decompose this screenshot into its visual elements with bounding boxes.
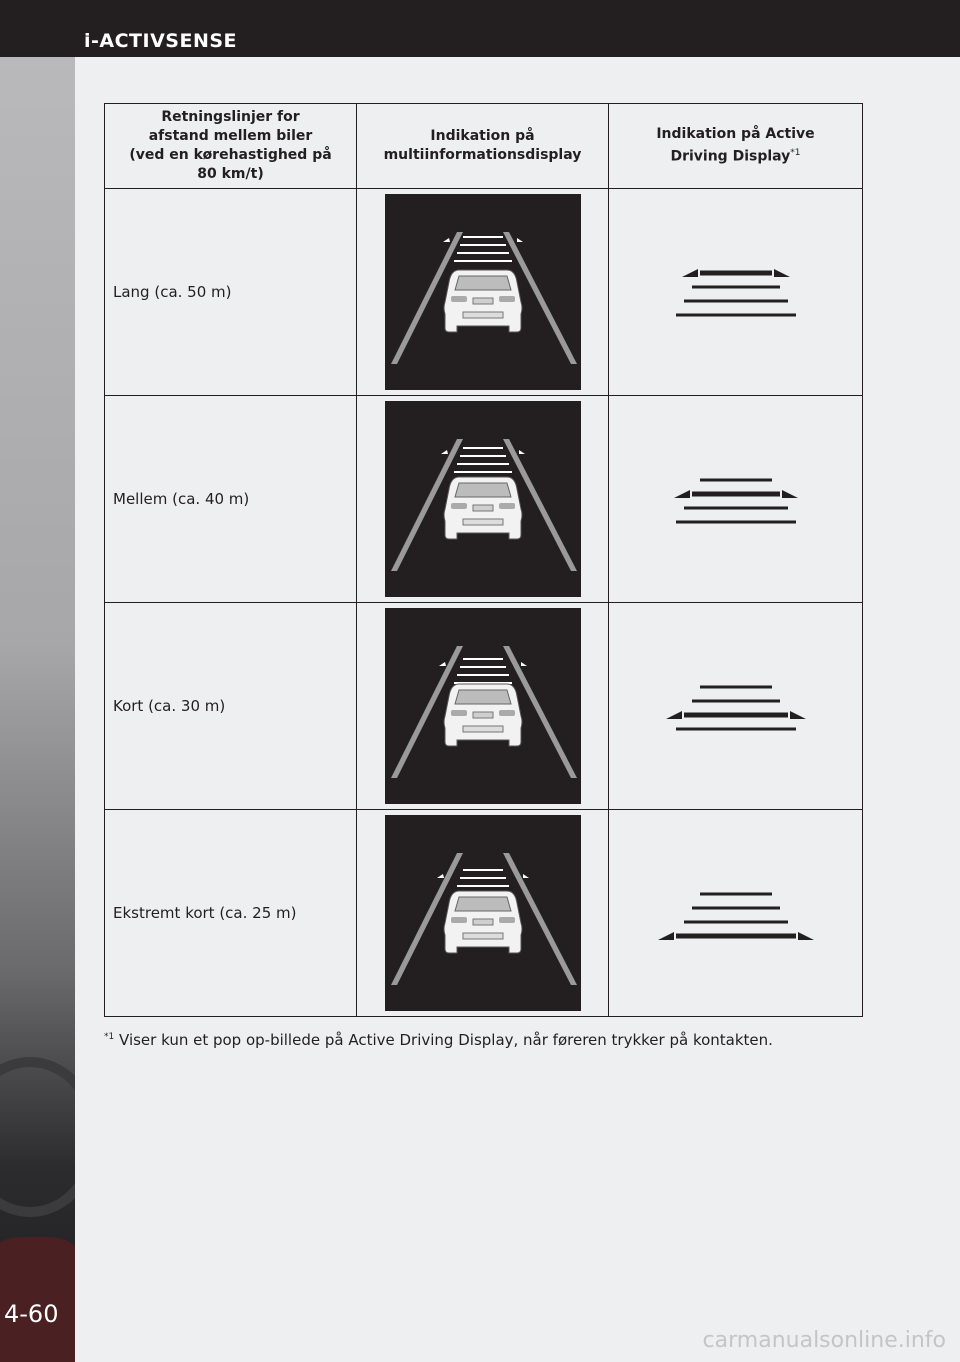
distance-bar [692, 700, 780, 703]
distance-bar [676, 314, 796, 317]
distance-label: Mellem (ca. 40 m) [105, 396, 357, 603]
distance-bar [460, 455, 506, 457]
distance-bar [457, 252, 509, 254]
active-driving-display-image [636, 240, 836, 340]
header-multi-info-display [357, 104, 609, 189]
header-col1-line1: Retningslinjer for [161, 109, 300, 125]
distance-bar [460, 666, 506, 668]
side-photo-strip [0, 57, 75, 1362]
distance-label: Lang (ca. 50 m) [105, 189, 357, 396]
arrow-marker-left [658, 932, 674, 940]
arrow-marker-right [790, 711, 806, 719]
active-driving-display-cell [609, 603, 863, 810]
multi-info-display-cell [357, 189, 609, 396]
active-driving-display-image [636, 654, 836, 754]
car-icon [444, 270, 522, 332]
table-header-row [105, 104, 863, 189]
distance-bar [684, 507, 788, 510]
arrow-marker-right [774, 269, 790, 277]
distance-bar [676, 521, 796, 524]
header-col3-line2-wrap [609, 144, 862, 167]
arrow-marker-left [674, 490, 690, 498]
table-row [105, 810, 863, 1017]
page-number: 4-60 [4, 1300, 59, 1328]
table-row [105, 396, 863, 603]
arrow-marker-left [666, 711, 682, 719]
distance-bar [463, 658, 503, 660]
header-col3-line1: Indikation på Active [656, 126, 815, 143]
footnote-text: Viser kun et pop op-billede på Active Driving Display, når føreren trykker på kontakten. [119, 1031, 773, 1049]
distance-bar [463, 869, 503, 871]
header-col3-footnote-marker: *1 [790, 148, 801, 159]
watermark: carmanualsonline.info [702, 1328, 946, 1353]
steering-wheel-shape [0, 1057, 75, 1217]
distance-bar [457, 674, 509, 676]
footnote-marker: *1 [104, 1032, 115, 1042]
distance-bar [463, 236, 503, 238]
header-col3-line2: Driving Display [670, 148, 791, 165]
active-driving-display-image [636, 861, 836, 961]
active-driving-display-cell [609, 810, 863, 1017]
distance-label: Kort (ca. 30 m) [105, 603, 357, 810]
distance-bar [692, 907, 780, 910]
header-col1-line3: (ved en kørehastighed på [129, 147, 332, 163]
distance-bar [454, 260, 512, 262]
distance-bar [692, 492, 780, 497]
distance-bar [454, 471, 512, 473]
distance-bar [460, 244, 506, 246]
multi-info-display-cell [357, 603, 609, 810]
header-col1-line2: afstand mellem biler [148, 128, 313, 144]
multi-info-display-image [385, 815, 581, 1011]
car-icon [444, 477, 522, 539]
distance-guide-table [104, 103, 863, 1017]
multi-info-display-cell [357, 396, 609, 603]
distance-bar [676, 934, 796, 939]
multi-info-display-image [385, 401, 581, 597]
distance-bar [700, 479, 772, 482]
distance-bar [463, 447, 503, 449]
distance-bar [684, 713, 788, 718]
distance-bar [684, 300, 788, 303]
distance-bar [457, 885, 509, 887]
table-row [105, 189, 863, 396]
section-title: i-ACTIVSENSE [84, 30, 238, 52]
distance-bar [692, 286, 780, 289]
active-driving-display-image [636, 447, 836, 547]
header-col2-line1: Indikation på [430, 128, 535, 144]
active-driving-display-cell [609, 189, 863, 396]
distance-bar [457, 463, 509, 465]
active-driving-display-cell [609, 396, 863, 603]
header-col1-line4: 80 km/t) [197, 166, 264, 182]
multi-info-display-image [385, 194, 581, 390]
distance-label: Ekstremt kort (ca. 25 m) [105, 810, 357, 1017]
distance-bar [684, 921, 788, 924]
arrow-marker-right [782, 490, 798, 498]
arrow-marker-left [682, 269, 698, 277]
distance-bar [700, 686, 772, 689]
distance-bar [700, 893, 772, 896]
header-active-driving-display [609, 104, 863, 189]
distance-bar [676, 728, 796, 731]
distance-bar [460, 877, 506, 879]
distance-bar [700, 271, 772, 276]
header-distance-guidelines [105, 104, 357, 189]
arrow-marker-right [798, 932, 814, 940]
header-col2-line2: multiinformationsdisplay [383, 147, 582, 163]
footnote [104, 1031, 864, 1049]
table-row [105, 603, 863, 810]
car-icon [444, 891, 522, 953]
car-icon [444, 684, 522, 746]
multi-info-display-cell [357, 810, 609, 1017]
multi-info-display-image [385, 608, 581, 804]
